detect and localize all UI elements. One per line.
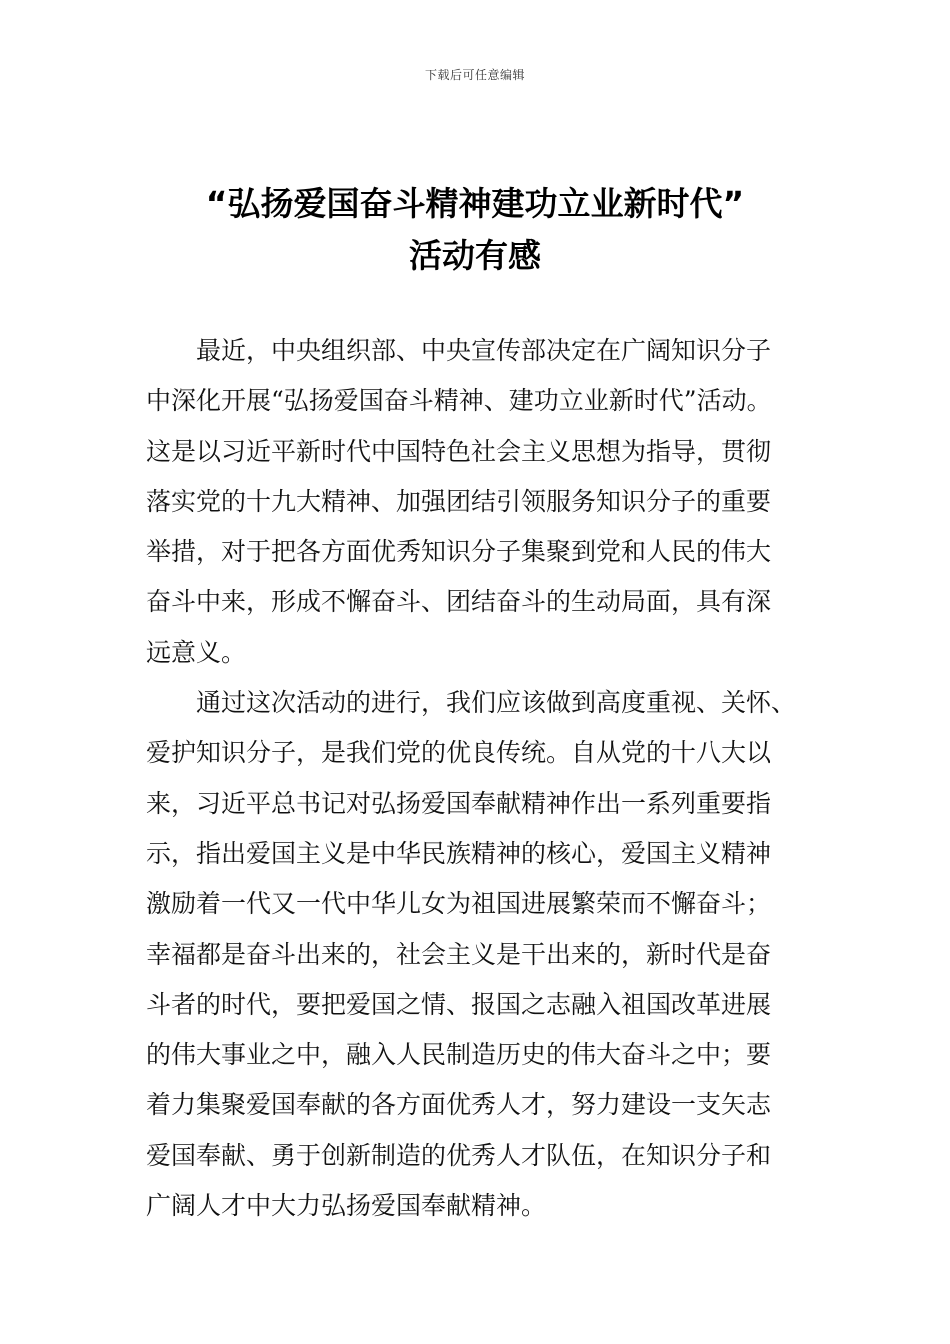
paragraph-2 [146,678,808,1231]
paragraph-line: 示，指出爱国主义是中华民族精神的核心，爱国主义精神 [146,838,772,868]
paragraph-line: 中深化开展“弘扬爱国奋斗精神、建功立业新时代”活动。 [146,386,772,416]
paragraph-line: 通过这次活动的进行，我们应该做到高度重视、关怀、 [196,688,797,718]
title-line: “弘扬爱国奋斗精神建功立业新时代” [205,184,745,223]
paragraph-line: 广阔人才中大力弘扬爱国奉献精神。 [146,1191,547,1221]
paragraph-1 [146,326,808,678]
header-note: 下载后可任意编辑 [424,68,525,82]
document-body [146,326,808,1231]
paragraph-line: 这是以习近平新时代中国特色社会主义思想为指导，贯彻 [146,436,772,466]
paragraph-line: 斗者的时代，要把爱国之情、报国之志融入祖国改革进展 [146,989,772,1019]
title-line: 活动有感 [409,236,541,275]
paragraph-line: 举措，对于把各方面优秀知识分子集聚到党和人民的伟大 [146,537,772,567]
paragraph-line: 最近，中央组织部、中央宣传部决定在广阔知识分子 [196,336,772,365]
paragraph-line: 奋斗中来，形成不懈奋斗、团结奋斗的生动局面，具有深 [146,587,772,617]
paragraph-line: 着力集聚爱国奉献的各方面优秀人才，努力建设一支矢志 [146,1090,772,1120]
paragraph-line: 远意义。 [146,637,247,667]
paragraph-line: 爱国奉献、勇于创新制造的优秀人才队伍，在知识分子和 [146,1140,772,1170]
paragraph-line: 幸福都是奋斗出来的，社会主义是干出来的，新时代是奋 [146,939,772,969]
paragraph-line: 的伟大事业之中，融入人民制造历史的伟大奋斗之中；要 [146,1040,772,1070]
paragraph-line: 来，习近平总书记对弘扬爱国奉献精神作出一系列重要指 [146,788,772,818]
paragraph-line: 落实党的十九大精神、加强团结引领服务知识分子的重要 [146,486,772,516]
paragraph-line: 爱护知识分子，是我们党的优良传统。自从党的十八大以 [146,738,772,768]
document-title [0,178,950,282]
paragraph-line: 激励着一代又一代中华儿女为祖国进展繁荣而不懈奋斗； [146,889,772,919]
